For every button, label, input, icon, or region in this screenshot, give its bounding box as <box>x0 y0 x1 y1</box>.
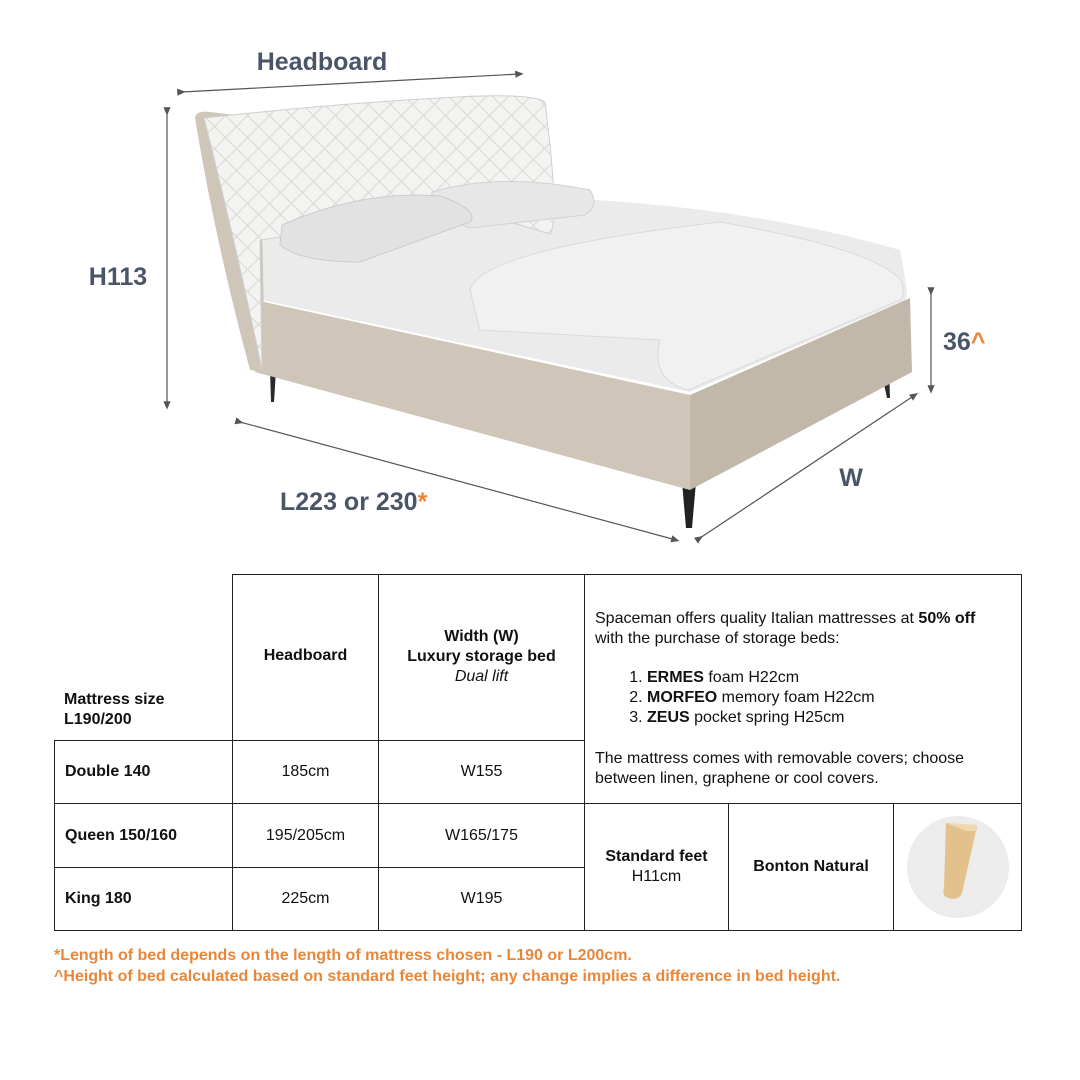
mattress-item-name: ZEUS <box>647 709 690 726</box>
mattress-item-desc: memory foam H22cm <box>717 689 875 706</box>
mattress-item <box>647 688 1011 708</box>
mattress-item <box>647 668 1011 688</box>
row-size-double <box>54 740 233 804</box>
covers-note: The mattress comes with removable covers; choose between linen, graphene or cool covers. <box>595 750 965 787</box>
footnote-height: ^Height of bed calculated based on standard feet height; any change implies a difference in bed height. <box>54 968 841 985</box>
mattress-list <box>595 668 1011 728</box>
row-headboard-text: 185cm <box>281 763 330 780</box>
headboard-label: Headboard <box>256 48 388 76</box>
offer-discount: 50% off <box>918 610 976 627</box>
row-width-text: W155 <box>460 763 503 780</box>
row-size-queen <box>54 803 233 868</box>
mattress-item-name: MORFEO <box>647 689 718 706</box>
bed-height-value: 36 <box>943 328 971 356</box>
offer-intro-before: Spaceman offers quality Italian mattresses at <box>595 610 919 627</box>
length-label <box>280 488 428 516</box>
row-headboard-queen <box>232 803 379 868</box>
headboard-dimension-line <box>182 74 520 92</box>
feet-label-cell <box>584 803 729 931</box>
row-headboard-king <box>232 867 379 931</box>
mattress-item <box>647 708 1011 728</box>
width-header-line1: Width (W) <box>444 628 519 645</box>
row-size-text: Queen 150/160 <box>65 826 178 844</box>
mattress-size-header <box>54 574 233 741</box>
feet-height: H11cm <box>631 868 682 885</box>
mattress-item-name: ERMES <box>647 669 704 686</box>
feet-finish: Bonton Natural <box>753 858 869 875</box>
length-marker: * <box>417 488 428 516</box>
mattress-size-header-text: Mattress size L190/200 <box>64 691 165 728</box>
offer-intro-after: with the purchase of storage beds: <box>595 630 840 647</box>
width-header <box>378 574 585 741</box>
row-headboard-text: 225cm <box>281 890 330 907</box>
headboard-header-text: Headboard <box>263 647 348 664</box>
length-value: L223 or 230 <box>280 488 418 516</box>
row-size-king <box>54 867 233 931</box>
width-header-line2: Luxury storage bed <box>407 648 556 665</box>
row-width-double <box>378 740 585 804</box>
mattress-offer-cell <box>584 574 1022 804</box>
row-size-text: King 180 <box>65 890 132 907</box>
width-label: W <box>839 464 863 492</box>
feet-label: Standard feet <box>605 848 708 865</box>
row-width-king <box>378 867 585 931</box>
row-width-text: W195 <box>460 890 503 907</box>
row-width-text: W165/175 <box>445 826 518 844</box>
headboard-header <box>232 574 379 741</box>
row-width-queen <box>378 803 585 868</box>
feet-finish-cell <box>728 803 894 931</box>
bed-height-label <box>943 328 986 356</box>
bed-height-marker: ^ <box>970 328 986 356</box>
row-size-text: Double 140 <box>65 763 151 780</box>
feet-image-cell <box>893 803 1022 931</box>
row-headboard-double <box>232 740 379 804</box>
row-headboard-text: 195/205cm <box>265 826 346 844</box>
mattress-item-desc: foam H22cm <box>703 669 800 686</box>
footnote-length: *Length of bed depends on the length of mattress chosen - L190 or L200cm. <box>54 947 632 964</box>
height-label: H113 <box>88 263 148 291</box>
mattress-item-desc: pocket spring H25cm <box>689 709 845 726</box>
wooden-foot-image <box>906 815 1010 919</box>
width-header-line3: Dual lift <box>454 668 509 685</box>
offer-intro <box>595 609 1011 649</box>
